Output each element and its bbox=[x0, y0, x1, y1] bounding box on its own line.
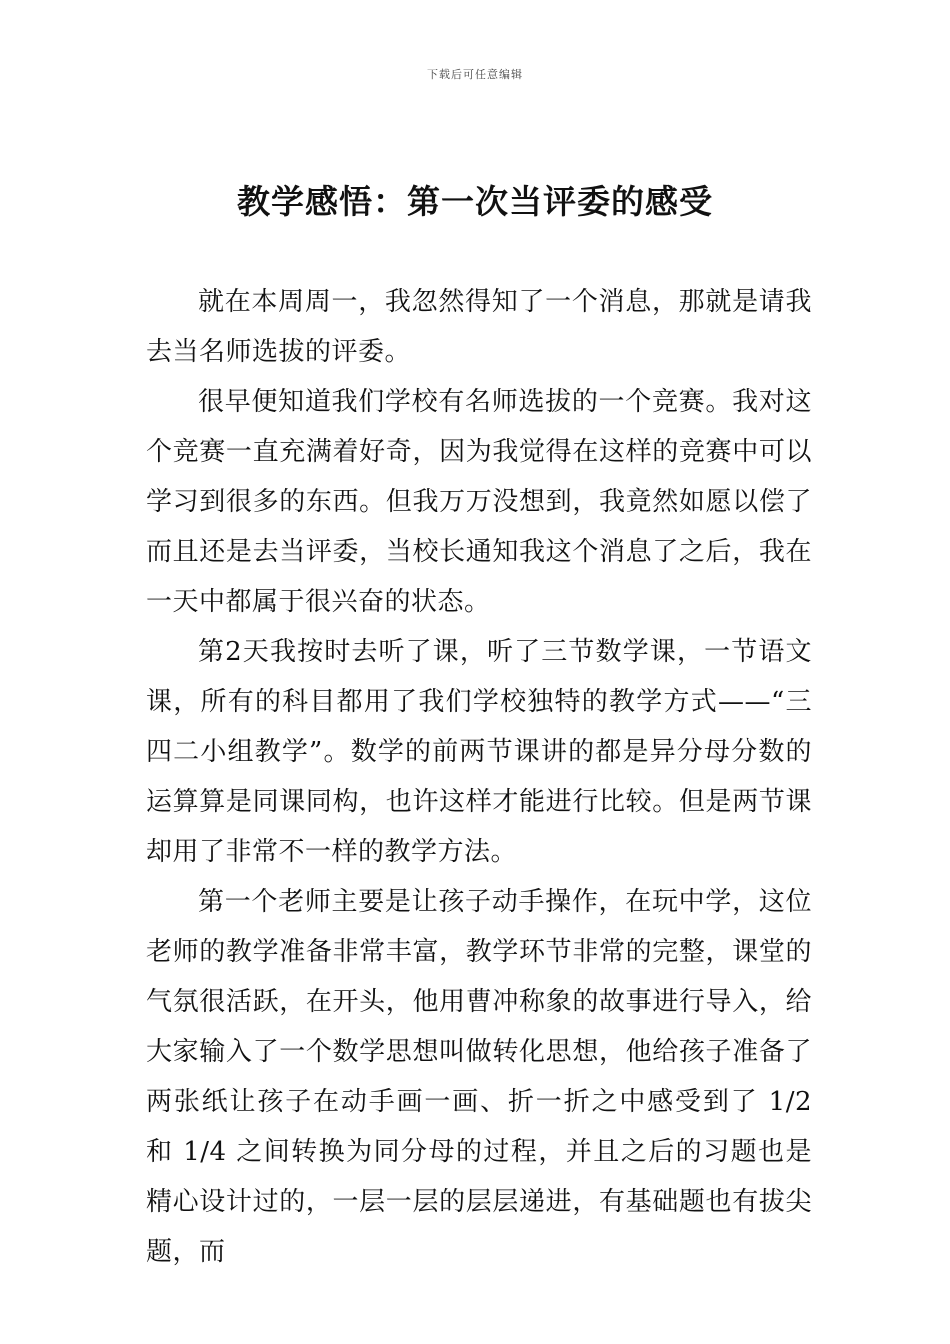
paragraph-2: 很早便知道我们学校有名师选拔的一个竞赛。我对这个竞赛一直充满着好奇，因为我觉得在这样的竞赛中可以学习到很多的东西。但我万万没想到，我竟然如愿以偿了而且还是去当评委，当校长通知我这个消息了之后，我在一天中都属于很兴奋的状态。 bbox=[146, 387, 812, 617]
paragraph-1: 就在本周周一，我忽然得知了一个消息，那就是请我去当名师选拔的评委。 bbox=[146, 287, 812, 367]
header-note: 下载后可任意编辑 bbox=[427, 68, 523, 81]
document-title: 教学感悟：第一次当评委的感受 bbox=[237, 182, 713, 221]
paragraph-4: 第一个老师主要是让孩子动手操作，在玩中学，这位老师的教学准备非常丰富，教学环节非常的完整，课堂的气氛很活跃，在开头，他用曹冲称象的故事进行导入，给大家输入了一个数学思想叫做转化思想，他给孩子准备了两张纸让孩子在动手画一画、折一折之中感受到了 1/2 和 1/4 之间转换为同分母的过程，并且之后的习题也是精心设计过的，一层一层的层层递进，有基础题也有拔尖题，而 bbox=[146, 887, 812, 1267]
paragraph-3: 第2天我按时去听了课，听了三节数学课，一节语文课，所有的科目都用了我们学校独特的教学方式——“三四二小组教学”。数学的前两节课讲的都是异分母分数的运算算是同课同构，也许这样才能进行比较。但是两节课却用了非常不一样的教学方法。 bbox=[146, 637, 812, 867]
document-body bbox=[146, 277, 812, 1277]
